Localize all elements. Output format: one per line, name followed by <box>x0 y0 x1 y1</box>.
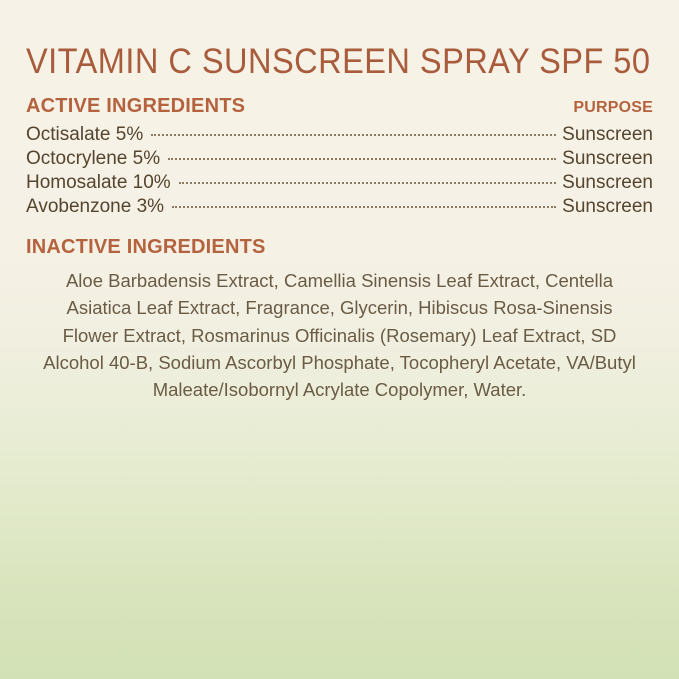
ingredient-name: Avobenzone 3% <box>26 195 165 217</box>
page-title: VITAMIN C SUNSCREEN SPRAY SPF 50 <box>26 42 651 81</box>
table-row <box>26 124 653 146</box>
ingredient-purpose: Sunscreen <box>562 171 653 193</box>
ingredient-purpose: Sunscreen <box>562 147 653 169</box>
active-ingredients-header-row <box>26 95 653 118</box>
table-row <box>26 148 653 170</box>
ingredient-purpose: Sunscreen <box>562 195 653 217</box>
inactive-ingredients-text: Aloe Barbadensis Extract, Camellia Sinensis Leaf Extract, Centella Asiatica Leaf Extract, Fragrance, Glycerin, Hibiscus Rosa-Sinensis Flower Extract, Rosmarinus Officinalis (Rosemary) Leaf Extract, SD Alcohol 40-B, Sodium Ascorbyl Phosphate, Tocopheryl Acetate, VA/Butyl Maleate/Isobornyl Acrylate Copolymer, Water. <box>43 269 636 401</box>
ingredient-name: Homosalate 10% <box>26 171 171 193</box>
ingredient-name: Octocrylene 5% <box>26 147 161 169</box>
dot-leader <box>151 133 556 136</box>
purpose-column-heading: PURPOSE <box>573 98 653 116</box>
ingredient-purpose: Sunscreen <box>562 123 653 145</box>
active-ingredients-heading: ACTIVE INGREDIENTS <box>26 94 246 117</box>
dot-leader <box>179 181 556 184</box>
ingredient-name: Octisalate 5% <box>26 123 144 145</box>
table-row <box>26 172 653 194</box>
dot-leader <box>172 205 556 208</box>
table-row <box>26 196 653 218</box>
inactive-ingredients-heading: INACTIVE INGREDIENTS <box>26 235 266 258</box>
dot-leader <box>168 157 556 160</box>
